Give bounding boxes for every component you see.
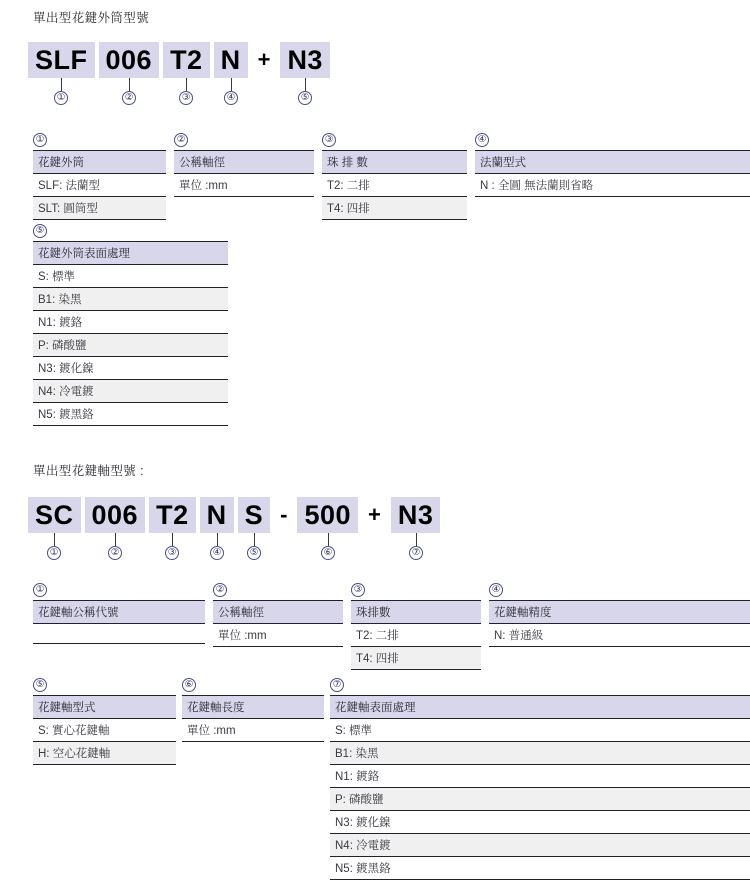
legend-table	[33, 241, 228, 426]
legend-cell: 單位 :mm	[182, 719, 324, 742]
legend-spacer-row	[182, 762, 324, 782]
legend-cell: N1: 鍍鉻	[330, 765, 750, 788]
legend-callout-number: ②	[213, 583, 227, 597]
legend-row	[322, 174, 467, 197]
legend-row	[33, 624, 205, 644]
legend-spacer-cell	[33, 845, 176, 865]
legend-spacer-cell	[182, 742, 324, 762]
legend-spacer-row	[213, 647, 343, 667]
code-operator: -	[280, 502, 288, 527]
legend-spacer-cell	[182, 762, 324, 782]
section-title-text: 單出型花鍵軸型號 :	[33, 464, 144, 478]
callout-leader-line	[129, 78, 130, 91]
legend-header-row	[322, 151, 467, 174]
section-title-text: 單出型花鍵外筒型號	[33, 11, 150, 25]
legend-row	[33, 742, 176, 765]
code-segment: N3	[391, 497, 441, 533]
legend-spacer-row	[489, 647, 750, 667]
legend-table-group	[33, 133, 750, 220]
callout-leader-line	[115, 533, 116, 546]
legend-row	[33, 197, 166, 220]
callout-leader-line	[328, 533, 329, 546]
legend-callout-number: ④	[475, 133, 489, 147]
legend-spacer-row	[33, 845, 176, 865]
legend-table-header: 公稱軸徑	[174, 151, 314, 174]
legend-row	[33, 334, 228, 357]
code-segment: S	[238, 497, 271, 533]
callout-number: ⑦	[409, 546, 423, 560]
legend-callout-number: ⑤	[33, 678, 47, 692]
legend-table	[475, 150, 750, 217]
legend-cell: N1: 鍍鉻	[33, 311, 228, 334]
callout-leader-line	[305, 78, 306, 91]
callout-leader-line	[254, 533, 255, 546]
callout-leaders	[28, 533, 440, 563]
legend-cell: B1: 染黑	[33, 288, 228, 311]
legend-cell: N3: 鍍化鎳	[33, 357, 228, 380]
legend-spacer-cell	[489, 647, 750, 667]
legend-table	[174, 150, 314, 217]
code-segment: N	[200, 497, 234, 533]
legend-header-row	[351, 601, 481, 624]
legend-cell: P: 磷酸鹽	[330, 788, 750, 811]
code-diagram-2	[28, 493, 440, 563]
code-operator: +	[368, 502, 381, 527]
legend-spacer-row	[33, 765, 176, 785]
legend-spacer-row	[182, 742, 324, 762]
callout-leader-line	[217, 533, 218, 546]
legend-spacer-row	[182, 842, 324, 862]
legend-header-row	[33, 696, 176, 719]
legend-callout-number: ①	[33, 133, 47, 147]
code-segment: T2	[149, 497, 196, 533]
legend-spacer-cell	[182, 782, 324, 802]
legend-table-wrapper	[213, 583, 343, 667]
code-segment: SLF	[28, 42, 95, 78]
code-segment: N3	[280, 42, 330, 78]
legend-row	[330, 719, 750, 742]
code-operator: +	[257, 47, 271, 72]
legend-row	[33, 380, 228, 403]
legend-spacer-row	[33, 825, 176, 845]
legend-cell: H: 空心花鍵軸	[33, 742, 176, 765]
legend-table	[33, 150, 166, 220]
callout-number: ④	[210, 546, 224, 560]
legend-row	[174, 174, 314, 197]
legend-table-header: 花鍵外筒表面處理	[33, 242, 228, 265]
legend-header-row	[33, 601, 205, 624]
code-segment: N	[214, 42, 248, 78]
legend-cell	[33, 624, 205, 644]
callout-number: ⑥	[321, 546, 335, 560]
legend-row	[330, 765, 750, 788]
legend-spacer-row	[182, 802, 324, 822]
code-segment: T2	[163, 42, 210, 78]
legend-header-row	[489, 601, 750, 624]
legend-row	[330, 834, 750, 857]
legend-spacer-row	[33, 644, 205, 664]
legend-table-wrapper	[33, 583, 205, 664]
legend-spacer-row	[182, 782, 324, 802]
legend-table-wrapper	[33, 224, 228, 426]
legend-table	[322, 150, 467, 220]
legend-spacer-cell	[33, 825, 176, 845]
legend-row	[330, 857, 750, 880]
legend-cell: N5: 鍍黑鉻	[33, 403, 228, 426]
legend-header-row	[475, 151, 750, 174]
legend-row	[213, 624, 343, 647]
legend-table-wrapper	[174, 133, 314, 217]
legend-row	[330, 742, 750, 765]
legend-row	[33, 357, 228, 380]
legend-table-wrapper	[475, 133, 750, 217]
legend-row	[330, 811, 750, 834]
callout-leader-line	[186, 78, 187, 91]
legend-cell: 單位 :mm	[213, 624, 343, 647]
legend-row-2-sec-2	[33, 678, 750, 880]
legend-cell: T2: 二排	[351, 624, 481, 647]
legend-table-header: 公稱軸徑	[213, 601, 343, 624]
callout-number: ②	[122, 91, 136, 105]
legend-table	[33, 600, 205, 664]
legend-table-header: 花鍵外筒	[33, 151, 166, 174]
callout-number: ③	[179, 91, 193, 105]
code-segment: 500	[297, 497, 358, 533]
callout-leader-line	[416, 533, 417, 546]
legend-cell: T2: 二排	[322, 174, 467, 197]
legend-spacer-cell	[33, 805, 176, 825]
legend-row-2-sec-1	[33, 224, 228, 426]
legend-cell: N: 普通級	[489, 624, 750, 647]
legend-cell: SLF: 法蘭型	[33, 174, 166, 197]
legend-table	[213, 600, 343, 667]
legend-cell: T4: 四排	[351, 647, 481, 670]
legend-callout-number: ⑤	[33, 224, 47, 238]
legend-callout-number: ①	[33, 583, 47, 597]
legend-spacer-cell	[182, 822, 324, 842]
section-2-title	[33, 461, 144, 479]
callout-number: ⑤	[298, 91, 312, 105]
legend-table-header: 花鍵軸公稱代號	[33, 601, 205, 624]
legend-spacer-cell	[213, 647, 343, 667]
legend-table-wrapper	[322, 133, 467, 220]
callout-leaders	[28, 78, 330, 108]
legend-spacer-cell	[475, 197, 750, 217]
callout-leader-line	[231, 78, 232, 91]
legend-cell: S: 標準	[330, 719, 750, 742]
callout-leader-line	[61, 78, 62, 91]
legend-row	[322, 197, 467, 220]
legend-row	[33, 174, 166, 197]
legend-spacer-cell	[174, 197, 314, 217]
legend-header-row	[33, 151, 166, 174]
legend-table	[489, 600, 750, 667]
legend-row	[33, 719, 176, 742]
legend-row-1-sec-1	[33, 133, 750, 220]
legend-table-wrapper	[182, 678, 324, 862]
legend-callout-number: ⑦	[330, 678, 344, 692]
legend-table-wrapper	[330, 678, 750, 880]
legend-header-row	[33, 242, 228, 265]
legend-spacer-cell	[33, 644, 205, 664]
legend-header-row	[182, 696, 324, 719]
legend-table-header: 花鍵軸型式	[33, 696, 176, 719]
legend-row	[33, 403, 228, 426]
legend-row	[33, 265, 228, 288]
code-diagram-1	[28, 38, 330, 108]
legend-table-header: 珠排數	[351, 601, 481, 624]
legend-spacer-row	[182, 822, 324, 842]
legend-header-row	[213, 601, 343, 624]
section-1-title	[33, 8, 149, 26]
legend-table-group	[33, 224, 228, 426]
code-string	[28, 493, 440, 533]
legend-cell: B1: 染黑	[330, 742, 750, 765]
legend-spacer-cell	[182, 802, 324, 822]
callout-leader-line	[54, 533, 55, 546]
legend-spacer-row	[475, 197, 750, 217]
legend-row-1-sec-2	[33, 583, 750, 670]
legend-cell: T4: 四排	[322, 197, 467, 220]
legend-row	[33, 288, 228, 311]
legend-cell: SLT: 圓筒型	[33, 197, 166, 220]
legend-row	[330, 788, 750, 811]
legend-spacer-cell	[33, 785, 176, 805]
legend-table-header: 珠 排 數	[322, 151, 467, 174]
legend-callout-number: ③	[322, 133, 336, 147]
callout-number: ①	[54, 91, 68, 105]
callout-number: ①	[47, 546, 61, 560]
legend-table-group	[33, 678, 750, 880]
legend-table-wrapper	[489, 583, 750, 667]
legend-spacer-row	[33, 805, 176, 825]
callout-leader-line	[172, 533, 173, 546]
legend-cell: S: 標準	[33, 265, 228, 288]
legend-table-group	[33, 583, 750, 670]
legend-table	[182, 695, 324, 862]
legend-table	[351, 600, 481, 670]
legend-spacer-cell	[182, 842, 324, 862]
legend-table-wrapper	[33, 678, 176, 865]
legend-table-header: 花鍵軸長度	[182, 696, 324, 719]
legend-row	[489, 624, 750, 647]
legend-row	[351, 624, 481, 647]
callout-number: ②	[108, 546, 122, 560]
callout-number: ③	[165, 546, 179, 560]
legend-cell: N4: 冷電鍍	[33, 380, 228, 403]
legend-table-wrapper	[351, 583, 481, 670]
code-segment: SC	[28, 497, 81, 533]
legend-spacer-row	[174, 197, 314, 217]
legend-row	[351, 647, 481, 670]
legend-header-row	[330, 696, 750, 719]
code-segment: 006	[99, 42, 160, 78]
legend-callout-number: ④	[489, 583, 503, 597]
legend-table-wrapper	[33, 133, 166, 220]
legend-cell: N4: 冷電鍍	[330, 834, 750, 857]
legend-callout-number: ②	[174, 133, 188, 147]
legend-spacer-row	[33, 785, 176, 805]
legend-callout-number: ⑥	[182, 678, 196, 692]
legend-table	[33, 695, 176, 865]
legend-cell: N : 全圓 無法蘭則省略	[475, 174, 750, 197]
legend-spacer-cell	[33, 765, 176, 785]
legend-cell: 單位 :mm	[174, 174, 314, 197]
legend-row	[33, 311, 228, 334]
callout-number: ⑤	[247, 546, 261, 560]
legend-cell: N5: 鍍黑鉻	[330, 857, 750, 880]
legend-cell: P: 磷酸鹽	[33, 334, 228, 357]
legend-row	[182, 719, 324, 742]
legend-header-row	[174, 151, 314, 174]
code-string	[28, 38, 330, 78]
legend-row	[475, 174, 750, 197]
legend-table-header: 花鍵軸精度	[489, 601, 750, 624]
legend-table-header: 花鍵軸表面處理	[330, 696, 750, 719]
legend-table-header: 法蘭型式	[475, 151, 750, 174]
legend-cell: S: 實心花鍵軸	[33, 719, 176, 742]
legend-callout-number: ③	[351, 583, 365, 597]
callout-number: ④	[224, 91, 238, 105]
legend-cell: N3: 鍍化鎳	[330, 811, 750, 834]
code-segment: 006	[85, 497, 146, 533]
legend-table	[330, 695, 750, 880]
